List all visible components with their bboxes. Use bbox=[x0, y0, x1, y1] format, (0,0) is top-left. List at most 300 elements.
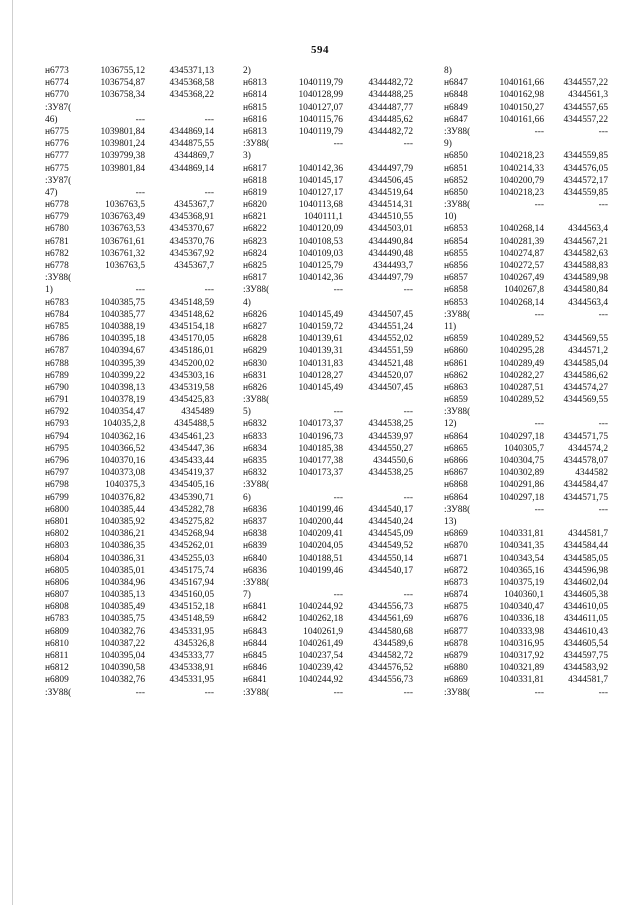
x-coordinate-cell: 1040209,41 bbox=[298, 529, 343, 540]
x-coordinate-cell: 1040125,79 bbox=[298, 261, 343, 271]
x-coordinate-cell: 1040268,14 bbox=[499, 297, 544, 308]
point-id-cell: н6818 bbox=[243, 175, 267, 186]
point-id-cell: :ЗУ88( bbox=[444, 126, 471, 137]
x-coordinate-cell: 1040373,08 bbox=[100, 468, 145, 479]
point-id-cell: 13) bbox=[444, 516, 457, 527]
y-coordinate-cell: 4345319,58 bbox=[169, 382, 214, 393]
y-coordinate-cell: 4344493,7 bbox=[373, 261, 413, 271]
y-coordinate-cell: 4344574,2 bbox=[568, 443, 608, 454]
x-coordinate-cell: 1040244,92 bbox=[298, 602, 343, 613]
point-id-cell: н6809 bbox=[45, 626, 69, 637]
y-coordinate-cell: 4344582,63 bbox=[563, 248, 608, 259]
y-coordinate-cell: 4344869,7 bbox=[174, 151, 214, 162]
y-coordinate-cell: 4344503,01 bbox=[368, 224, 413, 235]
x-coordinate-cell: 1036755,12 bbox=[100, 66, 145, 76]
point-id-cell: н6802 bbox=[45, 529, 69, 540]
x-coordinate-cell: 1040188,51 bbox=[298, 553, 343, 564]
point-id-cell: 4) bbox=[243, 297, 251, 308]
y-coordinate-cell: 4344597,75 bbox=[563, 651, 608, 661]
y-coordinate-cell: 4345175,74 bbox=[169, 565, 214, 576]
x-coordinate-cell: 1040200,44 bbox=[298, 516, 343, 527]
point-id-cell: н6855 bbox=[444, 248, 468, 259]
point-id-cell: н6774 bbox=[45, 78, 69, 89]
point-id-cell: н6798 bbox=[45, 480, 69, 491]
point-id-cell: н6864 bbox=[444, 492, 468, 503]
point-id-cell: н6862 bbox=[444, 370, 468, 381]
x-coordinate-cell: 1040237,54 bbox=[298, 651, 343, 661]
x-coordinate-cell: 1040159,72 bbox=[298, 321, 343, 332]
y-coordinate-cell: 4344550,27 bbox=[368, 443, 413, 454]
x-coordinate-cell: --- bbox=[534, 504, 544, 515]
x-coordinate-cell: 1040289,52 bbox=[499, 334, 544, 345]
y-coordinate-cell: 4345371,13 bbox=[169, 66, 214, 76]
point-id-cell: н6808 bbox=[45, 602, 69, 613]
y-coordinate-cell: 4345282,78 bbox=[169, 504, 214, 515]
point-id-cell: н6785 bbox=[45, 321, 69, 332]
point-id-cell: н6784 bbox=[45, 309, 69, 320]
y-coordinate-cell: 4344584,44 bbox=[563, 541, 608, 552]
x-coordinate-cell: 1040331,81 bbox=[499, 529, 544, 540]
point-id-cell: н6836 bbox=[243, 565, 267, 576]
point-id-cell: н6773 bbox=[45, 66, 69, 76]
y-coordinate-cell: 4344520,07 bbox=[368, 370, 413, 381]
point-id-cell: н6821 bbox=[243, 212, 267, 223]
x-coordinate-cell: 1040395,04 bbox=[100, 651, 145, 661]
x-coordinate-cell: 1040177,38 bbox=[298, 456, 343, 466]
point-id-cell: н6778 bbox=[45, 200, 69, 211]
x-coordinate-cell: 1040341,35 bbox=[499, 541, 544, 552]
x-coordinate-cell: 1036763,53 bbox=[100, 224, 145, 235]
y-coordinate-cell: 4345148,59 bbox=[169, 297, 214, 308]
y-coordinate-cell: 4345368,91 bbox=[169, 212, 214, 223]
x-coordinate-cell: 1039801,24 bbox=[100, 139, 145, 150]
point-id-cell: н6871 bbox=[444, 553, 468, 564]
y-coordinate-cell: 4344875,55 bbox=[169, 139, 214, 150]
y-coordinate-cell: 4345255,03 bbox=[169, 553, 214, 564]
x-coordinate-cell: 1040244,92 bbox=[298, 675, 343, 686]
point-id-cell: 12) bbox=[444, 419, 457, 430]
x-coordinate-cell: 1040385,49 bbox=[100, 602, 145, 613]
y-coordinate-cell: 4344602,04 bbox=[563, 577, 608, 588]
point-id-cell: н6820 bbox=[243, 200, 267, 211]
x-coordinate-cell: 1040109,03 bbox=[298, 248, 343, 259]
y-coordinate-cell: 4345275,82 bbox=[169, 516, 214, 527]
x-coordinate-cell: 1040385,75 bbox=[100, 614, 145, 625]
y-coordinate-cell: 4344586,62 bbox=[563, 370, 608, 381]
x-coordinate-cell: 1040385,01 bbox=[100, 565, 145, 576]
point-id-cell: н6813 bbox=[243, 78, 267, 89]
point-id-cell: н6775 bbox=[45, 126, 69, 137]
x-coordinate-cell: 1040394,67 bbox=[100, 346, 145, 357]
point-id-cell: н6836 bbox=[243, 504, 267, 515]
x-coordinate-cell: --- bbox=[534, 126, 544, 137]
x-coordinate-cell: 1040115,76 bbox=[298, 114, 343, 125]
point-id-cell: н6870 bbox=[444, 541, 468, 552]
y-coordinate-cell: 4345367,7 bbox=[174, 200, 214, 211]
point-id-cell: н6824 bbox=[243, 248, 267, 259]
x-coordinate-cell: 1040261,9 bbox=[303, 626, 343, 637]
point-id-cell: н6861 bbox=[444, 358, 468, 369]
point-id-cell: н6786 bbox=[45, 334, 69, 345]
point-id-cell: н6812 bbox=[45, 663, 69, 674]
x-coordinate-cell: 1040267,8 bbox=[504, 285, 544, 296]
point-id-cell: н6790 bbox=[45, 382, 69, 393]
x-coordinate-cell: 1040386,35 bbox=[100, 541, 145, 552]
y-coordinate-cell: 4344576,05 bbox=[563, 163, 608, 174]
point-id-cell: н6783 bbox=[45, 297, 69, 308]
x-coordinate-cell: 1040218,23 bbox=[499, 187, 544, 198]
point-id-cell: 7) bbox=[243, 590, 251, 601]
point-id-cell: н6811 bbox=[45, 651, 69, 661]
x-coordinate-cell: 1040139,61 bbox=[298, 334, 343, 345]
x-coordinate-cell: 1040385,44 bbox=[100, 504, 145, 515]
x-coordinate-cell: --- bbox=[333, 590, 343, 601]
x-coordinate-cell: 1040343,54 bbox=[499, 553, 544, 564]
point-id-cell: н6864 bbox=[444, 431, 468, 442]
x-coordinate-cell: 1040387,22 bbox=[100, 638, 145, 649]
y-coordinate-cell: 4345488,5 bbox=[174, 419, 214, 430]
x-coordinate-cell: --- bbox=[333, 492, 343, 503]
y-coordinate-cell: 4344552,02 bbox=[368, 334, 413, 345]
x-coordinate-cell: 1040385,77 bbox=[100, 309, 145, 320]
point-id-cell: н6879 bbox=[444, 651, 468, 661]
point-id-cell: н6839 bbox=[243, 541, 267, 552]
point-id-cell: н6814 bbox=[243, 90, 267, 101]
point-id-cell: н6827 bbox=[243, 321, 267, 332]
point-id-cell: н6822 bbox=[243, 224, 267, 235]
y-coordinate-cell: 4344557,65 bbox=[563, 102, 608, 113]
y-coordinate-cell: 4345148,59 bbox=[169, 614, 214, 625]
point-id-cell: н6825 bbox=[243, 261, 267, 271]
point-id-cell: н6788 bbox=[45, 358, 69, 369]
point-id-cell: н6847 bbox=[444, 114, 468, 125]
x-coordinate-cell: --- bbox=[534, 200, 544, 211]
y-coordinate-cell: 4345461,23 bbox=[169, 431, 214, 442]
x-coordinate-cell: 1040111,1 bbox=[303, 212, 343, 223]
y-coordinate-cell: 4344585,04 bbox=[563, 358, 608, 369]
x-coordinate-cell: 1040139,31 bbox=[298, 346, 343, 357]
x-coordinate-cell: 1040282,27 bbox=[499, 370, 544, 381]
point-id-cell: н6826 bbox=[243, 382, 267, 393]
x-coordinate-cell: 1036761,61 bbox=[100, 236, 145, 247]
point-id-cell: 8) bbox=[444, 66, 452, 76]
y-coordinate-cell: 4344540,17 bbox=[368, 504, 413, 515]
y-coordinate-cell: 4345368,58 bbox=[169, 78, 214, 89]
point-id-cell: н6810 bbox=[45, 638, 69, 649]
x-coordinate-cell: 1040297,18 bbox=[499, 492, 544, 503]
point-id-cell: н6834 bbox=[243, 443, 267, 454]
point-id-cell: н6842 bbox=[243, 614, 267, 625]
y-coordinate-cell: 4344567,21 bbox=[563, 236, 608, 247]
x-coordinate-cell: 1040145,49 bbox=[298, 382, 343, 393]
y-coordinate-cell: 4344584,47 bbox=[563, 480, 608, 491]
y-coordinate-cell: 4344487,77 bbox=[368, 102, 413, 113]
y-coordinate-cell: 4344580,68 bbox=[368, 626, 413, 637]
y-coordinate-cell: 4344514,31 bbox=[368, 200, 413, 211]
y-coordinate-cell: 4344611,05 bbox=[563, 614, 608, 625]
point-id-cell: :ЗУ88( bbox=[444, 504, 471, 515]
x-coordinate-cell: 1040287,51 bbox=[499, 382, 544, 393]
point-id-cell: н6819 bbox=[243, 187, 267, 198]
point-id-cell: н6831 bbox=[243, 370, 267, 381]
x-coordinate-cell: --- bbox=[135, 187, 145, 198]
y-coordinate-cell: 4344578,07 bbox=[563, 456, 608, 466]
point-id-cell: :ЗУ88( bbox=[243, 139, 270, 150]
point-id-cell: н6804 bbox=[45, 553, 69, 564]
x-coordinate-cell: 1040385,75 bbox=[100, 297, 145, 308]
x-coordinate-cell: 1036758,34 bbox=[100, 90, 145, 101]
x-coordinate-cell: 1040360,1 bbox=[504, 590, 544, 601]
x-coordinate-cell: 1040267,49 bbox=[499, 273, 544, 284]
y-coordinate-cell: 4345333,77 bbox=[169, 651, 214, 661]
y-coordinate-cell: 4344519,64 bbox=[368, 187, 413, 198]
y-coordinate-cell: 4345370,76 bbox=[169, 236, 214, 247]
x-coordinate-cell: 1040127,17 bbox=[298, 187, 343, 198]
point-id-cell: н6854 bbox=[444, 236, 468, 247]
x-coordinate-cell: 1040218,23 bbox=[499, 151, 544, 162]
x-coordinate-cell: 1040297,18 bbox=[499, 431, 544, 442]
y-coordinate-cell: 4345326,8 bbox=[174, 638, 214, 649]
y-coordinate-cell: --- bbox=[598, 126, 608, 137]
point-id-cell: 10) bbox=[444, 212, 457, 223]
x-coordinate-cell: 1036754,87 bbox=[100, 78, 145, 89]
x-coordinate-cell: 1040340,47 bbox=[499, 602, 544, 613]
y-coordinate-cell: --- bbox=[403, 590, 413, 601]
y-coordinate-cell: 4345154,18 bbox=[169, 321, 214, 332]
y-coordinate-cell: 4345390,71 bbox=[169, 492, 214, 503]
point-id-cell: н6770 bbox=[45, 90, 69, 101]
x-coordinate-cell: 1039799,38 bbox=[100, 151, 145, 162]
y-coordinate-cell: 4345419,37 bbox=[169, 468, 214, 479]
x-coordinate-cell: 1036761,32 bbox=[100, 248, 145, 259]
point-id-cell: н6794 bbox=[45, 431, 69, 442]
y-coordinate-cell: 4344581,7 bbox=[568, 529, 608, 540]
x-coordinate-cell: 1040161,66 bbox=[499, 78, 544, 89]
x-coordinate-cell: 1040199,46 bbox=[298, 565, 343, 576]
y-coordinate-cell: 4345447,36 bbox=[169, 443, 214, 454]
x-coordinate-cell: 1040119,79 bbox=[298, 78, 343, 89]
x-coordinate-cell: 1039801,84 bbox=[100, 126, 145, 137]
y-coordinate-cell: 4344497,79 bbox=[368, 273, 413, 284]
x-coordinate-cell: 1040128,27 bbox=[298, 370, 343, 381]
x-coordinate-cell: 1040382,76 bbox=[100, 626, 145, 637]
y-coordinate-cell: 4344521,48 bbox=[368, 358, 413, 369]
point-id-cell: н6846 bbox=[243, 663, 267, 674]
point-id-cell: н6793 bbox=[45, 419, 69, 430]
y-coordinate-cell: 4344869,14 bbox=[169, 163, 214, 174]
point-id-cell: :ЗУ88( bbox=[243, 577, 270, 588]
point-id-cell: н6815 bbox=[243, 102, 267, 113]
point-id-cell: н6799 bbox=[45, 492, 69, 503]
point-id-cell: н6837 bbox=[243, 516, 267, 527]
y-coordinate-cell: 4344589,98 bbox=[563, 273, 608, 284]
y-coordinate-cell: 4344576,52 bbox=[368, 663, 413, 674]
point-id-cell: 11) bbox=[444, 321, 457, 332]
x-coordinate-cell: --- bbox=[333, 407, 343, 418]
x-coordinate-cell: 1040145,49 bbox=[298, 309, 343, 320]
point-id-cell: н6833 bbox=[243, 431, 267, 442]
x-coordinate-cell: 1040366,52 bbox=[100, 443, 145, 454]
point-id-cell: н6817 bbox=[243, 163, 267, 174]
x-coordinate-cell: 1040378,19 bbox=[100, 395, 145, 406]
x-coordinate-cell: 1040370,16 bbox=[100, 456, 145, 466]
x-coordinate-cell: --- bbox=[135, 687, 145, 698]
x-coordinate-cell: 1040108,53 bbox=[298, 236, 343, 247]
point-id-cell: н6872 bbox=[444, 565, 468, 576]
point-id-cell: н6860 bbox=[444, 346, 468, 357]
x-coordinate-cell: 1040268,14 bbox=[499, 224, 544, 235]
y-coordinate-cell: 4344580,84 bbox=[563, 285, 608, 296]
point-id-cell: н6795 bbox=[45, 443, 69, 454]
point-id-cell: :ЗУ88( bbox=[444, 407, 471, 418]
x-coordinate-cell: 1040173,37 bbox=[298, 468, 343, 479]
point-id-cell: н6878 bbox=[444, 638, 468, 649]
x-coordinate-cell: 1040336,18 bbox=[499, 614, 544, 625]
y-coordinate-cell: 4344550,6 bbox=[373, 456, 413, 466]
y-coordinate-cell: 4344490,48 bbox=[368, 248, 413, 259]
y-coordinate-cell: 4344563,4 bbox=[568, 224, 608, 235]
x-coordinate-cell: 1040305,7 bbox=[504, 443, 544, 454]
y-coordinate-cell: 4344582 bbox=[575, 468, 608, 479]
x-coordinate-cell: --- bbox=[534, 687, 544, 698]
y-coordinate-cell: 4344557,22 bbox=[563, 114, 608, 125]
point-id-cell: н6797 bbox=[45, 468, 69, 479]
point-id-cell: н6806 bbox=[45, 577, 69, 588]
y-coordinate-cell: 4344559,85 bbox=[563, 151, 608, 162]
y-coordinate-cell: 4344497,79 bbox=[368, 163, 413, 174]
y-coordinate-cell: --- bbox=[204, 285, 214, 296]
x-coordinate-cell: 1040375,3 bbox=[105, 480, 145, 491]
x-coordinate-cell: 1040127,07 bbox=[298, 102, 343, 113]
point-id-cell: н6832 bbox=[243, 419, 267, 430]
y-coordinate-cell: 4344574,27 bbox=[563, 382, 608, 393]
y-coordinate-cell: 4344488,25 bbox=[368, 90, 413, 101]
point-id-cell: н6845 bbox=[243, 651, 267, 661]
x-coordinate-cell: 1040331,81 bbox=[499, 675, 544, 686]
y-coordinate-cell: 4344507,45 bbox=[368, 309, 413, 320]
point-id-cell: н6880 bbox=[444, 663, 468, 674]
point-id-cell: н6857 bbox=[444, 273, 468, 284]
point-id-cell: 47) bbox=[45, 187, 58, 198]
x-coordinate-cell: --- bbox=[333, 139, 343, 150]
x-coordinate-cell: 1040128,99 bbox=[298, 90, 343, 101]
y-coordinate-cell: 4344581,7 bbox=[568, 675, 608, 686]
y-coordinate-cell: 4344540,24 bbox=[368, 516, 413, 527]
y-coordinate-cell: 4345148,62 bbox=[169, 309, 214, 320]
point-id-cell: 6) bbox=[243, 492, 251, 503]
y-coordinate-cell: 4344545,09 bbox=[368, 529, 413, 540]
x-coordinate-cell: 1039801,84 bbox=[100, 163, 145, 174]
point-id-cell: н6863 bbox=[444, 382, 468, 393]
x-coordinate-cell: 1040161,66 bbox=[499, 114, 544, 125]
y-coordinate-cell: 4344550,14 bbox=[368, 553, 413, 564]
point-id-cell: н6830 bbox=[243, 358, 267, 369]
y-coordinate-cell: 4344571,75 bbox=[563, 492, 608, 503]
point-id-cell: :ЗУ88( bbox=[243, 687, 270, 698]
x-coordinate-cell: 1040390,58 bbox=[100, 663, 145, 674]
y-coordinate-cell: 4345200,02 bbox=[169, 358, 214, 369]
y-coordinate-cell: 4344556,73 bbox=[368, 675, 413, 686]
y-coordinate-cell: 4345303,16 bbox=[169, 370, 214, 381]
y-coordinate-cell: 4344610,05 bbox=[563, 602, 608, 613]
point-id-cell: н6853 bbox=[444, 224, 468, 235]
x-coordinate-cell: 1040274,87 bbox=[499, 248, 544, 259]
y-coordinate-cell: 4344549,52 bbox=[368, 541, 413, 552]
point-id-cell: :ЗУ88( bbox=[243, 285, 270, 296]
x-coordinate-cell: 1040272,57 bbox=[499, 261, 544, 271]
point-id-cell: н6849 bbox=[444, 102, 468, 113]
x-coordinate-cell: 1040239,42 bbox=[298, 663, 343, 674]
point-id-cell: н6776 bbox=[45, 139, 69, 150]
point-id-cell: н6775 bbox=[45, 163, 69, 174]
point-id-cell: н6817 bbox=[243, 273, 267, 284]
x-coordinate-cell: 1040262,18 bbox=[298, 614, 343, 625]
y-coordinate-cell: 4345262,01 bbox=[169, 541, 214, 552]
y-coordinate-cell: 4344506,45 bbox=[368, 175, 413, 186]
point-id-cell: н6841 bbox=[243, 675, 267, 686]
point-id-cell: н6789 bbox=[45, 370, 69, 381]
x-coordinate-cell: 1040150,27 bbox=[499, 102, 544, 113]
y-coordinate-cell: 4344563,4 bbox=[568, 297, 608, 308]
y-coordinate-cell: --- bbox=[598, 419, 608, 430]
y-coordinate-cell: 4344482,72 bbox=[368, 126, 413, 137]
y-coordinate-cell: 4344589,6 bbox=[373, 638, 413, 649]
y-coordinate-cell: 4345186,01 bbox=[169, 346, 214, 357]
point-id-cell: н6866 bbox=[444, 456, 468, 466]
y-coordinate-cell: 4345367,92 bbox=[169, 248, 214, 259]
x-coordinate-cell: 1040142,36 bbox=[298, 273, 343, 284]
point-id-cell: н6805 bbox=[45, 565, 69, 576]
point-id-cell: 5) bbox=[243, 407, 251, 418]
point-id-cell: :ЗУ88( bbox=[444, 687, 471, 698]
point-id-cell: 1) bbox=[45, 285, 53, 296]
point-id-cell: н6803 bbox=[45, 541, 69, 552]
x-coordinate-cell: 1040302,89 bbox=[499, 468, 544, 479]
x-coordinate-cell: --- bbox=[135, 285, 145, 296]
y-coordinate-cell: --- bbox=[598, 504, 608, 515]
y-coordinate-cell: 4345170,05 bbox=[169, 334, 214, 345]
y-coordinate-cell: 4345338,91 bbox=[169, 663, 214, 674]
point-id-cell: н6850 bbox=[444, 187, 468, 198]
point-id-cell: н6856 bbox=[444, 261, 468, 271]
point-id-cell: н6840 bbox=[243, 553, 267, 564]
y-coordinate-cell: 4344538,25 bbox=[368, 468, 413, 479]
y-coordinate-cell: 4344561,69 bbox=[368, 614, 413, 625]
x-coordinate-cell: 1036763,5 bbox=[105, 200, 145, 211]
x-coordinate-cell: 1040261,49 bbox=[298, 638, 343, 649]
y-coordinate-cell: 4344571,2 bbox=[568, 346, 608, 357]
point-id-cell: н6778 bbox=[45, 261, 69, 271]
y-coordinate-cell: 4345368,22 bbox=[169, 90, 214, 101]
y-coordinate-cell: 4344538,25 bbox=[368, 419, 413, 430]
y-coordinate-cell: 4344569,55 bbox=[563, 334, 608, 345]
x-coordinate-cell: 1040289,52 bbox=[499, 395, 544, 406]
y-coordinate-cell: 4344482,72 bbox=[368, 78, 413, 89]
x-coordinate-cell: 1040119,79 bbox=[298, 126, 343, 137]
point-id-cell: н6807 bbox=[45, 590, 69, 601]
x-coordinate-cell: 1040385,92 bbox=[100, 516, 145, 527]
y-coordinate-cell: 4344551,59 bbox=[368, 346, 413, 357]
x-coordinate-cell: 1040199,46 bbox=[298, 504, 343, 515]
y-coordinate-cell: --- bbox=[204, 114, 214, 125]
y-coordinate-cell: 4344610,43 bbox=[563, 626, 608, 637]
y-coordinate-cell: 4344539,97 bbox=[368, 431, 413, 442]
x-coordinate-cell: 1040398,13 bbox=[100, 382, 145, 393]
x-coordinate-cell: 1036763,49 bbox=[100, 212, 145, 223]
point-id-cell: :ЗУ88( bbox=[243, 480, 270, 491]
page-number: 594 bbox=[311, 44, 329, 56]
x-coordinate-cell: 1040354,47 bbox=[100, 407, 145, 418]
